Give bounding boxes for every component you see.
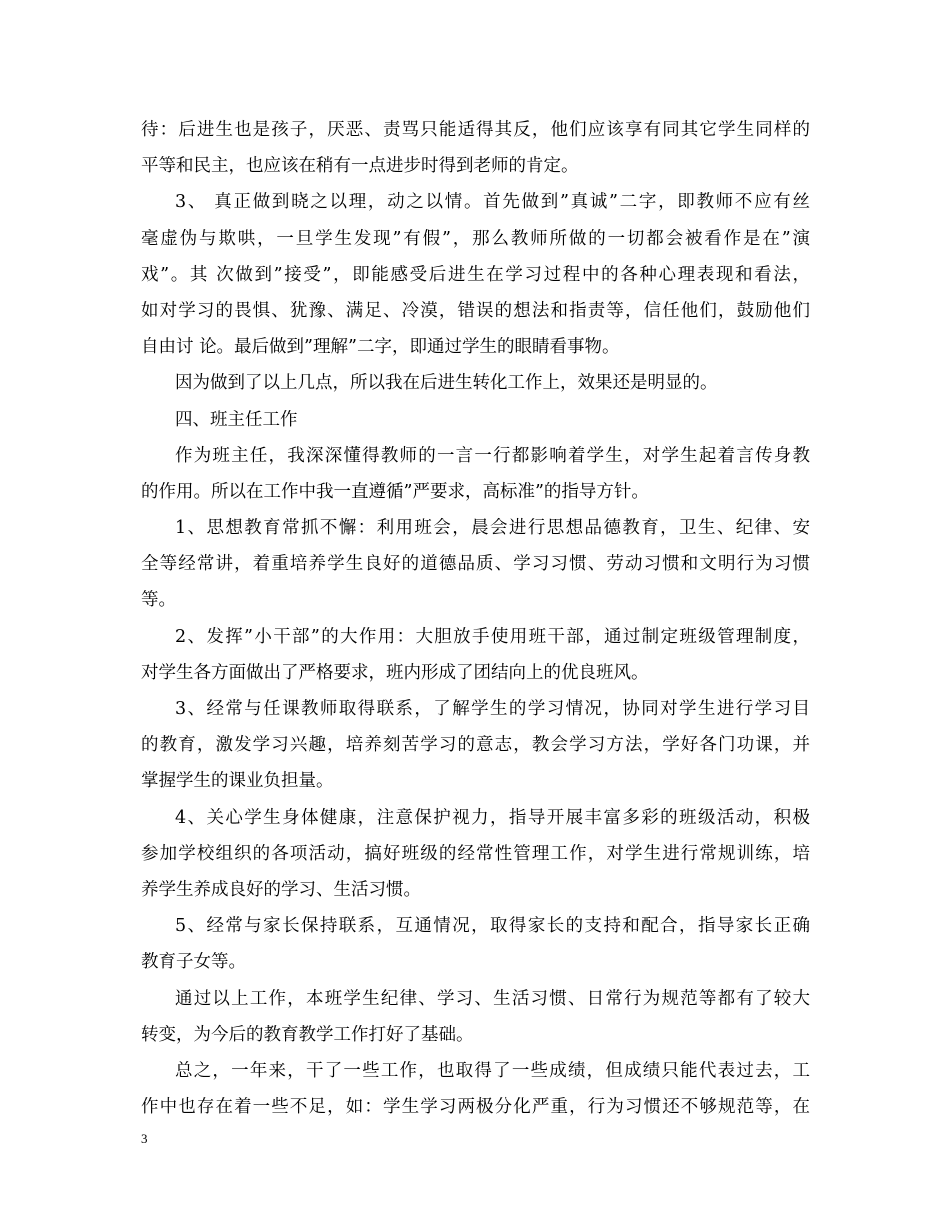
text-line: 平等和民主，也应该在稍有一点进步时得到老师的肯定。 xyxy=(141,156,579,177)
text-line: 因为做到了以上几点，所以我在后进生转化工作上，效果还是明显的。 xyxy=(175,373,718,394)
text-line: 的作用。所以在工作中我一直遵循”严要求，高标准”的指导方针。 xyxy=(141,481,649,502)
text-line: 教育子女等。 xyxy=(141,952,246,973)
text-line: 参加学校组织的各项活动，搞好班级的经常性管理工作，对学生进行常规训练，培 xyxy=(141,843,810,864)
paragraph xyxy=(141,402,810,438)
text-line: 总之，一年来，干了一些工作，也取得了一些成绩，但成绩只能代表过去，工 xyxy=(175,1060,810,1081)
paragraph xyxy=(141,619,810,691)
text-line: 2、发挥”小干部”的大作用：大胆放手使用班干部，通过制定班级管理制度， xyxy=(175,626,810,647)
paragraph xyxy=(141,510,810,619)
text-line: 通过以上工作，本班学生纪律、学习、生活习惯、日常行为规范等都有了较大 xyxy=(175,988,810,1009)
text-line: 等。 xyxy=(141,590,176,611)
paragraph xyxy=(141,691,810,800)
text-line: 作为班主任，我深深懂得教师的一言一行都影响着学生，对学生起着言传身教 xyxy=(175,445,810,466)
text-line: 养学生养成良好的学习、生活习惯。 xyxy=(141,879,421,900)
text-line: 3、 真正做到晓之以理，动之以情。首先做到”真诚”二字，即教师不应有丝 xyxy=(175,192,810,213)
paragraph xyxy=(141,112,810,184)
text-line: 掌握学生的课业负担量。 xyxy=(141,771,334,792)
text-line: 对学生各方面做出了严格要求，班内形成了团结向上的优良班风。 xyxy=(141,662,649,683)
paragraph xyxy=(141,800,810,909)
paragraph xyxy=(141,438,810,510)
paragraph xyxy=(141,908,810,980)
paragraph xyxy=(141,1053,810,1125)
text-line: 待：后进生也是孩子，厌恶、责骂只能适得其反，他们应该享有同其它学生同样的 xyxy=(141,120,810,140)
paragraph xyxy=(141,365,810,401)
text-line: 转变，为今后的教育教学工作打好了基础。 xyxy=(141,1024,474,1045)
text-line: 自由讨 论。最后做到”理解”二字，即通过学生的眼睛看事物。 xyxy=(141,337,620,358)
text-line: 全等经常讲，着重培养学生良好的道德品质、学习习惯、劳动习惯和文明行为习惯 xyxy=(141,554,810,575)
text-line: 戏”。其 次做到”接受”，即能感受后进生在学习过程中的各种心理表现和看法， xyxy=(141,264,810,285)
text-line: 四、班主任工作 xyxy=(175,409,298,430)
text-line: 5、经常与家长保持联系，互通情况，取得家长的支持和配合，指导家长正确 xyxy=(175,916,810,937)
text-line: 如对学习的畏惧、犹豫、满足、冷漠，错误的想法和指责等，信任他们，鼓励他们 xyxy=(141,300,810,321)
text-line: 1、思想教育常抓不懈：利用班会，晨会进行思想品德教育，卫生、纪律、安 xyxy=(175,518,810,539)
document-body xyxy=(141,112,810,1125)
text-line: 毫虚伪与欺哄，一旦学生发现”有假”，那么教师所做的一切都会被看作是在”演 xyxy=(141,228,810,249)
text-line: 的教育，激发学习兴趣，培养刻苦学习的意志，教会学习方法，学好各门功课，并 xyxy=(141,735,810,756)
text-line: 3、经常与任课教师取得联系，了解学生的学习情况，协同对学生进行学习目 xyxy=(175,699,810,719)
text-line: 作中也存在着一些不足，如：学生学习两极分化严重，行为习惯还不够规范等，在 xyxy=(141,1097,810,1118)
paragraph xyxy=(141,184,810,365)
page-number: 3 xyxy=(141,1131,148,1146)
paragraph xyxy=(141,981,810,1053)
text-line: 4、关心学生身体健康，注意保护视力，指导开展丰富多彩的班级活动，积极 xyxy=(175,807,810,828)
